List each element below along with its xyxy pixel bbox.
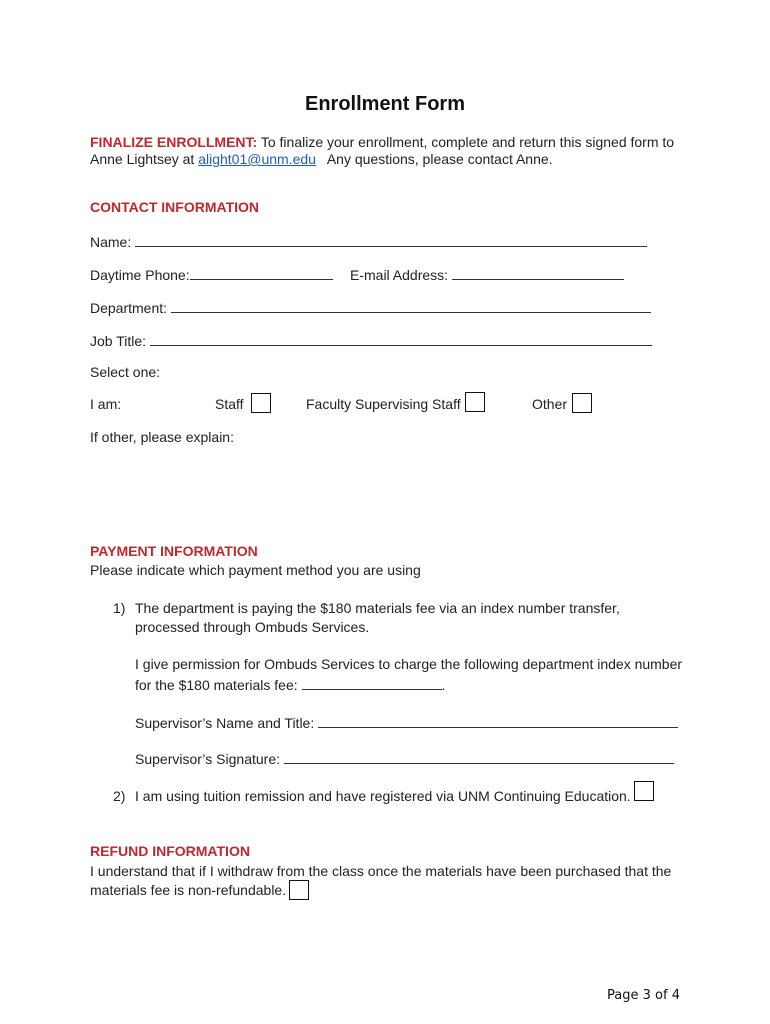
staff-checkbox[interactable] bbox=[251, 393, 271, 413]
email-row bbox=[350, 265, 624, 283]
refund-line-1: I understand that if I withdraw from the class once the materials have been purchased that the bbox=[90, 863, 672, 879]
payment-item-1-line-1: The department is paying the $180 materials fee via an index number transfer, bbox=[135, 600, 620, 616]
job-title-field[interactable] bbox=[150, 331, 652, 346]
payment-item-1-number: 1) bbox=[113, 600, 126, 616]
job-title-label: Job Title: bbox=[90, 333, 147, 349]
daytime-phone-label: Daytime Phone: bbox=[90, 267, 190, 283]
payment-subheading: Please indicate which payment method you are using bbox=[90, 562, 421, 578]
contact-email-link[interactable]: alight01@unm.edu bbox=[198, 151, 316, 167]
explain-area[interactable] bbox=[90, 450, 680, 530]
explain-label: If other, please explain: bbox=[90, 429, 234, 445]
contact-information-heading: CONTACT INFORMATION bbox=[90, 199, 260, 215]
refund-acknowledge-checkbox[interactable] bbox=[289, 880, 309, 900]
permission-line-2-label: for the $180 materials fee: bbox=[135, 677, 298, 693]
payment-item-1-line-2: processed through Ombuds Services. bbox=[135, 619, 370, 635]
other-checkbox[interactable] bbox=[572, 393, 592, 413]
refund-information-heading: REFUND INFORMATION bbox=[90, 843, 250, 859]
department-field[interactable] bbox=[171, 298, 651, 313]
supervisor-signature-field[interactable] bbox=[284, 749, 674, 764]
name-row bbox=[90, 232, 647, 250]
refund-line-2: materials fee is non-refundable. bbox=[90, 882, 287, 898]
intro-line-1 bbox=[90, 134, 674, 150]
index-number-field[interactable] bbox=[302, 675, 442, 690]
supervisor-name-field[interactable] bbox=[318, 713, 678, 728]
intro-text-1: To finalize your enrollment, complete and return this signed form to bbox=[257, 134, 675, 150]
email-address-field[interactable] bbox=[452, 265, 624, 280]
email-address-label: E-mail Address: bbox=[350, 267, 449, 283]
form-title: Enrollment Form bbox=[304, 93, 465, 115]
supervisor-signature-label: Supervisor’s Signature: bbox=[135, 751, 281, 767]
supervisor-signature-row bbox=[135, 749, 674, 767]
i-am-label: I am: bbox=[90, 396, 122, 412]
department-row bbox=[90, 298, 651, 316]
intro-line-2 bbox=[90, 151, 553, 167]
daytime-phone-field[interactable] bbox=[190, 265, 333, 280]
department-label: Department: bbox=[90, 300, 168, 316]
faculty-supervising-staff-checkbox[interactable] bbox=[465, 392, 485, 412]
permission-line-1: I give permission for Ombuds Services to charge the following department index number bbox=[135, 656, 683, 672]
name-label: Name: bbox=[90, 234, 132, 250]
select-one-label: Select one: bbox=[90, 364, 161, 380]
page-number: Page 3 of 4 bbox=[607, 988, 680, 1003]
option-staff-label: Staff bbox=[215, 396, 244, 412]
payment-item-2-number: 2) bbox=[113, 788, 126, 804]
job-title-row bbox=[90, 331, 652, 349]
option-other-label: Other bbox=[532, 396, 568, 412]
finalize-enrollment-label: FINALIZE ENROLLMENT: bbox=[90, 134, 258, 150]
supervisor-name-label: Supervisor’s Name and Title: bbox=[135, 715, 315, 731]
name-field[interactable] bbox=[135, 232, 647, 247]
permission-line-2-period: . bbox=[441, 677, 446, 693]
permission-line-2 bbox=[135, 675, 445, 693]
payment-item-2-text: I am using tuition remission and have registered via UNM Continuing Education. bbox=[135, 788, 631, 804]
option-faculty-label: Faculty Supervising Staff bbox=[306, 396, 461, 412]
supervisor-name-row bbox=[135, 713, 678, 731]
tuition-remission-checkbox[interactable] bbox=[634, 781, 654, 801]
intro-text-2-suffix: Any questions, please contact Anne. bbox=[315, 151, 553, 167]
phone-row bbox=[90, 265, 333, 283]
payment-information-heading: PAYMENT INFORMATION bbox=[90, 543, 258, 559]
intro-text-2-prefix: Anne Lightsey at bbox=[90, 151, 199, 167]
